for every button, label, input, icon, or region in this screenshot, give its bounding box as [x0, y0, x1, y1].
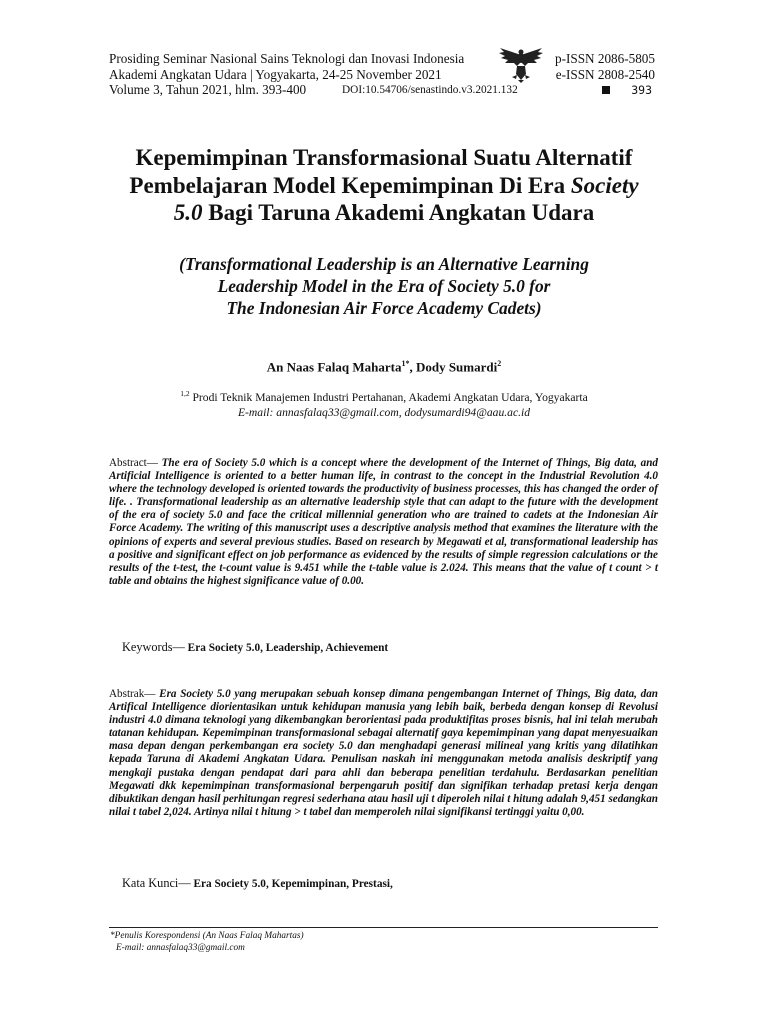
keywords-value: Era Society 5.0, Leadership, Achievement [184, 642, 389, 654]
affiliation-mark: 1,2 [180, 389, 190, 398]
kata-kunci-value: Era Society 5.0, Kepemimpinan, Prestasi, [190, 878, 393, 890]
abstrak-label: Abstrak— [109, 688, 156, 700]
abstract-indonesian [109, 688, 658, 819]
abstrak-text: Era Society 5.0 yang merupakan sebuah konsep dimana pengembangan Internet of Things, Big data, dan Artifical Intelligence diorientasikan untuk kehidupan manusia yang lebih baik, berbeda dengan konsep di Revolusi industri 4.0 dimana teknologi yang dikembangkan berorientasi pada produktifitas proses bisnis, hal ini telah merubah tatanan kehidupan. Kepemimpinan transformasional sebagai alternatif gaya kepemimpinan yang dapat menyesuaikan masa depan dengan perkembangan era society 5.0 dan menghadapi generasi milineal yang kritis yang dilatihkan kepada Taruna di Akademi Angkatan Udara. Penulisan naskah ini menggunakan metoda analisis deskriptif yang mengkaji pustaka dengan pendapat dari para ahli dan beberapa penelitian terdahulu. Berdasarkan penelitian Megawati dkk kepemimpinan transformasional berpengaruh positif dan signifikan terhadap pretasi kerja dengan dibuktikan dengan hasil perhitungan regresi sederhana atau hasil uji t diperoleh nilai t hitung adalah 9,451 sedangkan nilai t tabel 2,024. Artinya nilai t hitung > t tabel dan memperoleh nilai signifikansi tertinggi yaitu 0,00. [109, 688, 658, 818]
conference-venue-date: Akademi Angkatan Udara | Yogyakarta, 24-25 November 2021 [109, 66, 442, 82]
footnote-divider [109, 927, 658, 928]
header-row-2 [109, 67, 655, 83]
english-title-line-2: Leadership Model in the Era of Society 5.0 for [217, 276, 551, 296]
title-line-2: Pembelajaran Model Kepemimpinan Di Era Society [129, 172, 639, 198]
volume-info: Volume 3, Tahun 2021, hlm. 393-400 [109, 82, 307, 98]
author-list: An Naas Falaq Maharta$^{1*}$, Dody Sumardi$^2$ [266, 359, 502, 375]
title-line-3: 5.0 Bagi Taruna Akademi Angkatan Udara [173, 200, 595, 225]
abstract-text: The era of Society 5.0 which is a concept where the development of the Internet of Things, Big data, and Artificial Intelligence is oriented to a better human life, in contrast to the concept in the Industrial Revolution 4.0 where the technology developed is oriented towards the productivity of business processes, this has changed the order of life. . Transformational leadership as an alternative leadership style that can adapt to the future with the development of the era of society 5.0 and face the critical millennial generation who are trained to cadets at the Indonesian Air Force Academy. The writing of this manuscript uses a descriptive analysis method that examines the literature with the opinions of experts and several previous studies. Based on research by Megawati et al, transformational leadership has a positive and significant effect on job performance as evidenced by the results of simple regression calculations or the results of the t-test, the t-count value is 9.451 while the t-table value is 2.024. This means that the value of t count > t table and obtains the highest significance value of 0.00. [109, 457, 658, 587]
keywords-english [122, 640, 388, 655]
e-issn: e-ISSN 2808-2540 [555, 66, 655, 82]
page-number: 393 [631, 83, 652, 98]
paper-title [0, 144, 768, 227]
author-emails[interactable]: E-mail: annasfalaq33@gmail.com, dodysumardi94@aau.ac.id [237, 406, 531, 419]
title-line-1: Kepemimpinan Transformasional Suatu Alternatif [135, 145, 633, 170]
eagle-emblem-icon [498, 44, 544, 84]
doi-link[interactable]: DOI:10.54706/senastindo.v3.2021.132 [342, 84, 518, 97]
english-title-line-3: The Indonesian Air Force Academy Cadets) [226, 298, 542, 318]
proceedings-name: Prosiding Seminar Nasional Sains Teknologi dan Inovasi Indonesia [109, 51, 465, 66]
affiliation [0, 389, 768, 404]
english-title-line-1: (Transformational Leadership is an Alternative Learning [179, 254, 589, 274]
abstract-label: Abstract— [109, 457, 158, 469]
square-bullet-icon [602, 86, 610, 94]
affiliation-text: Prodi Teknik Manajemen Industri Pertahanan, Akademi Angkatan Udara, Yogyakarta [189, 390, 588, 404]
abstract-english [109, 457, 658, 588]
correspondence-footnote: *Penulis Korespondensi (An Naas Falaq Mahartas) [110, 931, 304, 941]
author-2-affiliation-mark: 2 [497, 359, 502, 368]
english-title [0, 253, 768, 319]
author-1: An Naas Falaq Maharta [266, 359, 402, 375]
keywords-label: Keywords— [122, 640, 185, 654]
keywords-indonesian [122, 876, 393, 891]
header-row-1 [109, 51, 655, 67]
kata-kunci-label: Kata Kunci— [122, 876, 191, 890]
running-header [109, 51, 655, 98]
correspondence-email[interactable]: E-mail: annasfalaq33@gmail.com [116, 943, 245, 953]
author-1-affiliation-mark: 1* [401, 359, 410, 368]
author-2: Dody Sumardi [415, 359, 498, 375]
p-issn: p-ISSN 2086-5805 [554, 51, 655, 66]
header-row-3 [109, 82, 655, 98]
